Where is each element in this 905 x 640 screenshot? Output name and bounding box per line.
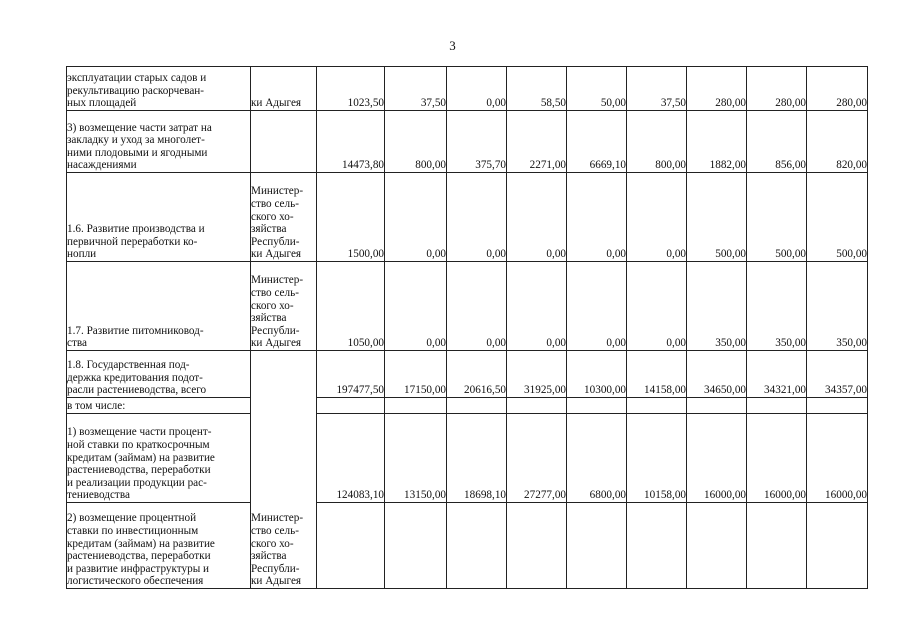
value-cell: 13150,00 — [385, 414, 447, 503]
value-cell: 20616,50 — [447, 351, 507, 398]
row-description: 1.7. Развитие питомниковод- ства — [67, 262, 251, 351]
value-cell: 280,00 — [807, 67, 868, 111]
value-cell: 350,00 — [807, 262, 868, 351]
value-cell: 0,00 — [447, 173, 507, 262]
value-cell — [385, 398, 447, 414]
value-cell: 58,50 — [507, 67, 567, 111]
value-cell: 0,00 — [507, 173, 567, 262]
executor-cell: Министер- ство сель- ского хо- зяйства Республи- ки Адыгея — [251, 173, 317, 262]
value-cell: 0,00 — [447, 262, 507, 351]
value-cell — [687, 398, 747, 414]
row-description: в том числе: — [67, 398, 251, 414]
value-cell — [567, 398, 627, 414]
value-cell — [507, 503, 567, 589]
table-row — [67, 398, 868, 414]
page-number: 3 — [449, 38, 456, 53]
program-table — [66, 66, 868, 589]
value-cell: 37,50 — [627, 67, 687, 111]
table-row — [67, 503, 868, 589]
value-cell: 800,00 — [385, 111, 447, 173]
value-cell — [807, 503, 868, 589]
table-row — [67, 111, 868, 173]
value-cell — [507, 398, 567, 414]
value-cell: 31925,00 — [507, 351, 567, 398]
row-description: 1) возмещение части процент- ной ставки по краткосрочным кредитам (займам) на развитие растениеводства, переработки и реализации продукции рас- тениеводства — [67, 414, 251, 503]
value-cell: 1050,00 — [317, 262, 385, 351]
executor-cell — [251, 111, 317, 173]
value-cell: 27277,00 — [507, 414, 567, 503]
value-cell: 350,00 — [747, 262, 807, 351]
value-cell — [687, 503, 747, 589]
value-cell — [627, 398, 687, 414]
value-cell: 1882,00 — [687, 111, 747, 173]
value-cell — [317, 398, 385, 414]
value-cell — [567, 503, 627, 589]
value-cell: 16000,00 — [687, 414, 747, 503]
value-cell: 16000,00 — [747, 414, 807, 503]
value-cell: 16000,00 — [807, 414, 868, 503]
value-cell: 34357,00 — [807, 351, 868, 398]
value-cell: 10158,00 — [627, 414, 687, 503]
value-cell: 0,00 — [507, 262, 567, 351]
table-row — [67, 173, 868, 262]
table-row — [67, 67, 868, 111]
value-cell: 6800,00 — [567, 414, 627, 503]
executor-cell: Министер- ство сель- ского хо- зяйства Республи- ки Адыгея — [251, 262, 317, 351]
value-cell: 0,00 — [567, 173, 627, 262]
table-row — [67, 262, 868, 351]
value-cell: 14473,80 — [317, 111, 385, 173]
value-cell — [447, 398, 507, 414]
value-cell: 34650,00 — [687, 351, 747, 398]
value-cell: 0,00 — [447, 67, 507, 111]
value-cell: 820,00 — [807, 111, 868, 173]
row-description: 1.6. Развитие производства и первичной переработки ко- нопли — [67, 173, 251, 262]
value-cell: 0,00 — [385, 173, 447, 262]
value-cell: 1500,00 — [317, 173, 385, 262]
table-row — [67, 351, 868, 398]
value-cell: 280,00 — [747, 67, 807, 111]
value-cell: 18698,10 — [447, 414, 507, 503]
row-description: 2) возмещение процентной ставки по инвестиционным кредитам (займам) на развитие растениеводства, переработки и развитие инфраструктуры и логистического обеспечения — [67, 503, 251, 589]
value-cell — [317, 503, 385, 589]
value-cell: 17150,00 — [385, 351, 447, 398]
value-cell: 500,00 — [747, 173, 807, 262]
value-cell: 800,00 — [627, 111, 687, 173]
value-cell — [385, 503, 447, 589]
value-cell: 2271,00 — [507, 111, 567, 173]
executor-cell: Министер- ство сель- ского хо- зяйства Республи- ки Адыгея — [251, 351, 317, 589]
value-cell: 14158,00 — [627, 351, 687, 398]
value-cell — [747, 503, 807, 589]
value-cell — [627, 503, 687, 589]
value-cell: 0,00 — [567, 262, 627, 351]
row-description: 1.8. Государственная под- держка кредитования подот- расли растениеводства, всего — [67, 351, 251, 398]
value-cell: 500,00 — [687, 173, 747, 262]
value-cell: 1023,50 — [317, 67, 385, 111]
value-cell: 375,70 — [447, 111, 507, 173]
row-description: 3) возмещение части затрат на закладку и уход за многолет- ними плодовыми и ягодными насаждениями — [67, 111, 251, 173]
value-cell: 856,00 — [747, 111, 807, 173]
value-cell — [807, 398, 868, 414]
value-cell: 350,00 — [687, 262, 747, 351]
value-cell: 500,00 — [807, 173, 868, 262]
value-cell — [447, 503, 507, 589]
value-cell: 0,00 — [627, 262, 687, 351]
value-cell: 6669,10 — [567, 111, 627, 173]
value-cell: 50,00 — [567, 67, 627, 111]
value-cell: 197477,50 — [317, 351, 385, 398]
row-description: эксплуатации старых садов и рекультивацию раскорчеван- ных площадей — [67, 67, 251, 111]
value-cell: 124083,10 — [317, 414, 385, 503]
executor-cell: ки Адыгея — [251, 67, 317, 111]
value-cell: 280,00 — [687, 67, 747, 111]
value-cell: 0,00 — [385, 262, 447, 351]
value-cell: 10300,00 — [567, 351, 627, 398]
value-cell — [747, 398, 807, 414]
value-cell: 37,50 — [385, 67, 447, 111]
value-cell: 0,00 — [627, 173, 687, 262]
value-cell: 34321,00 — [747, 351, 807, 398]
table-row — [67, 414, 868, 503]
